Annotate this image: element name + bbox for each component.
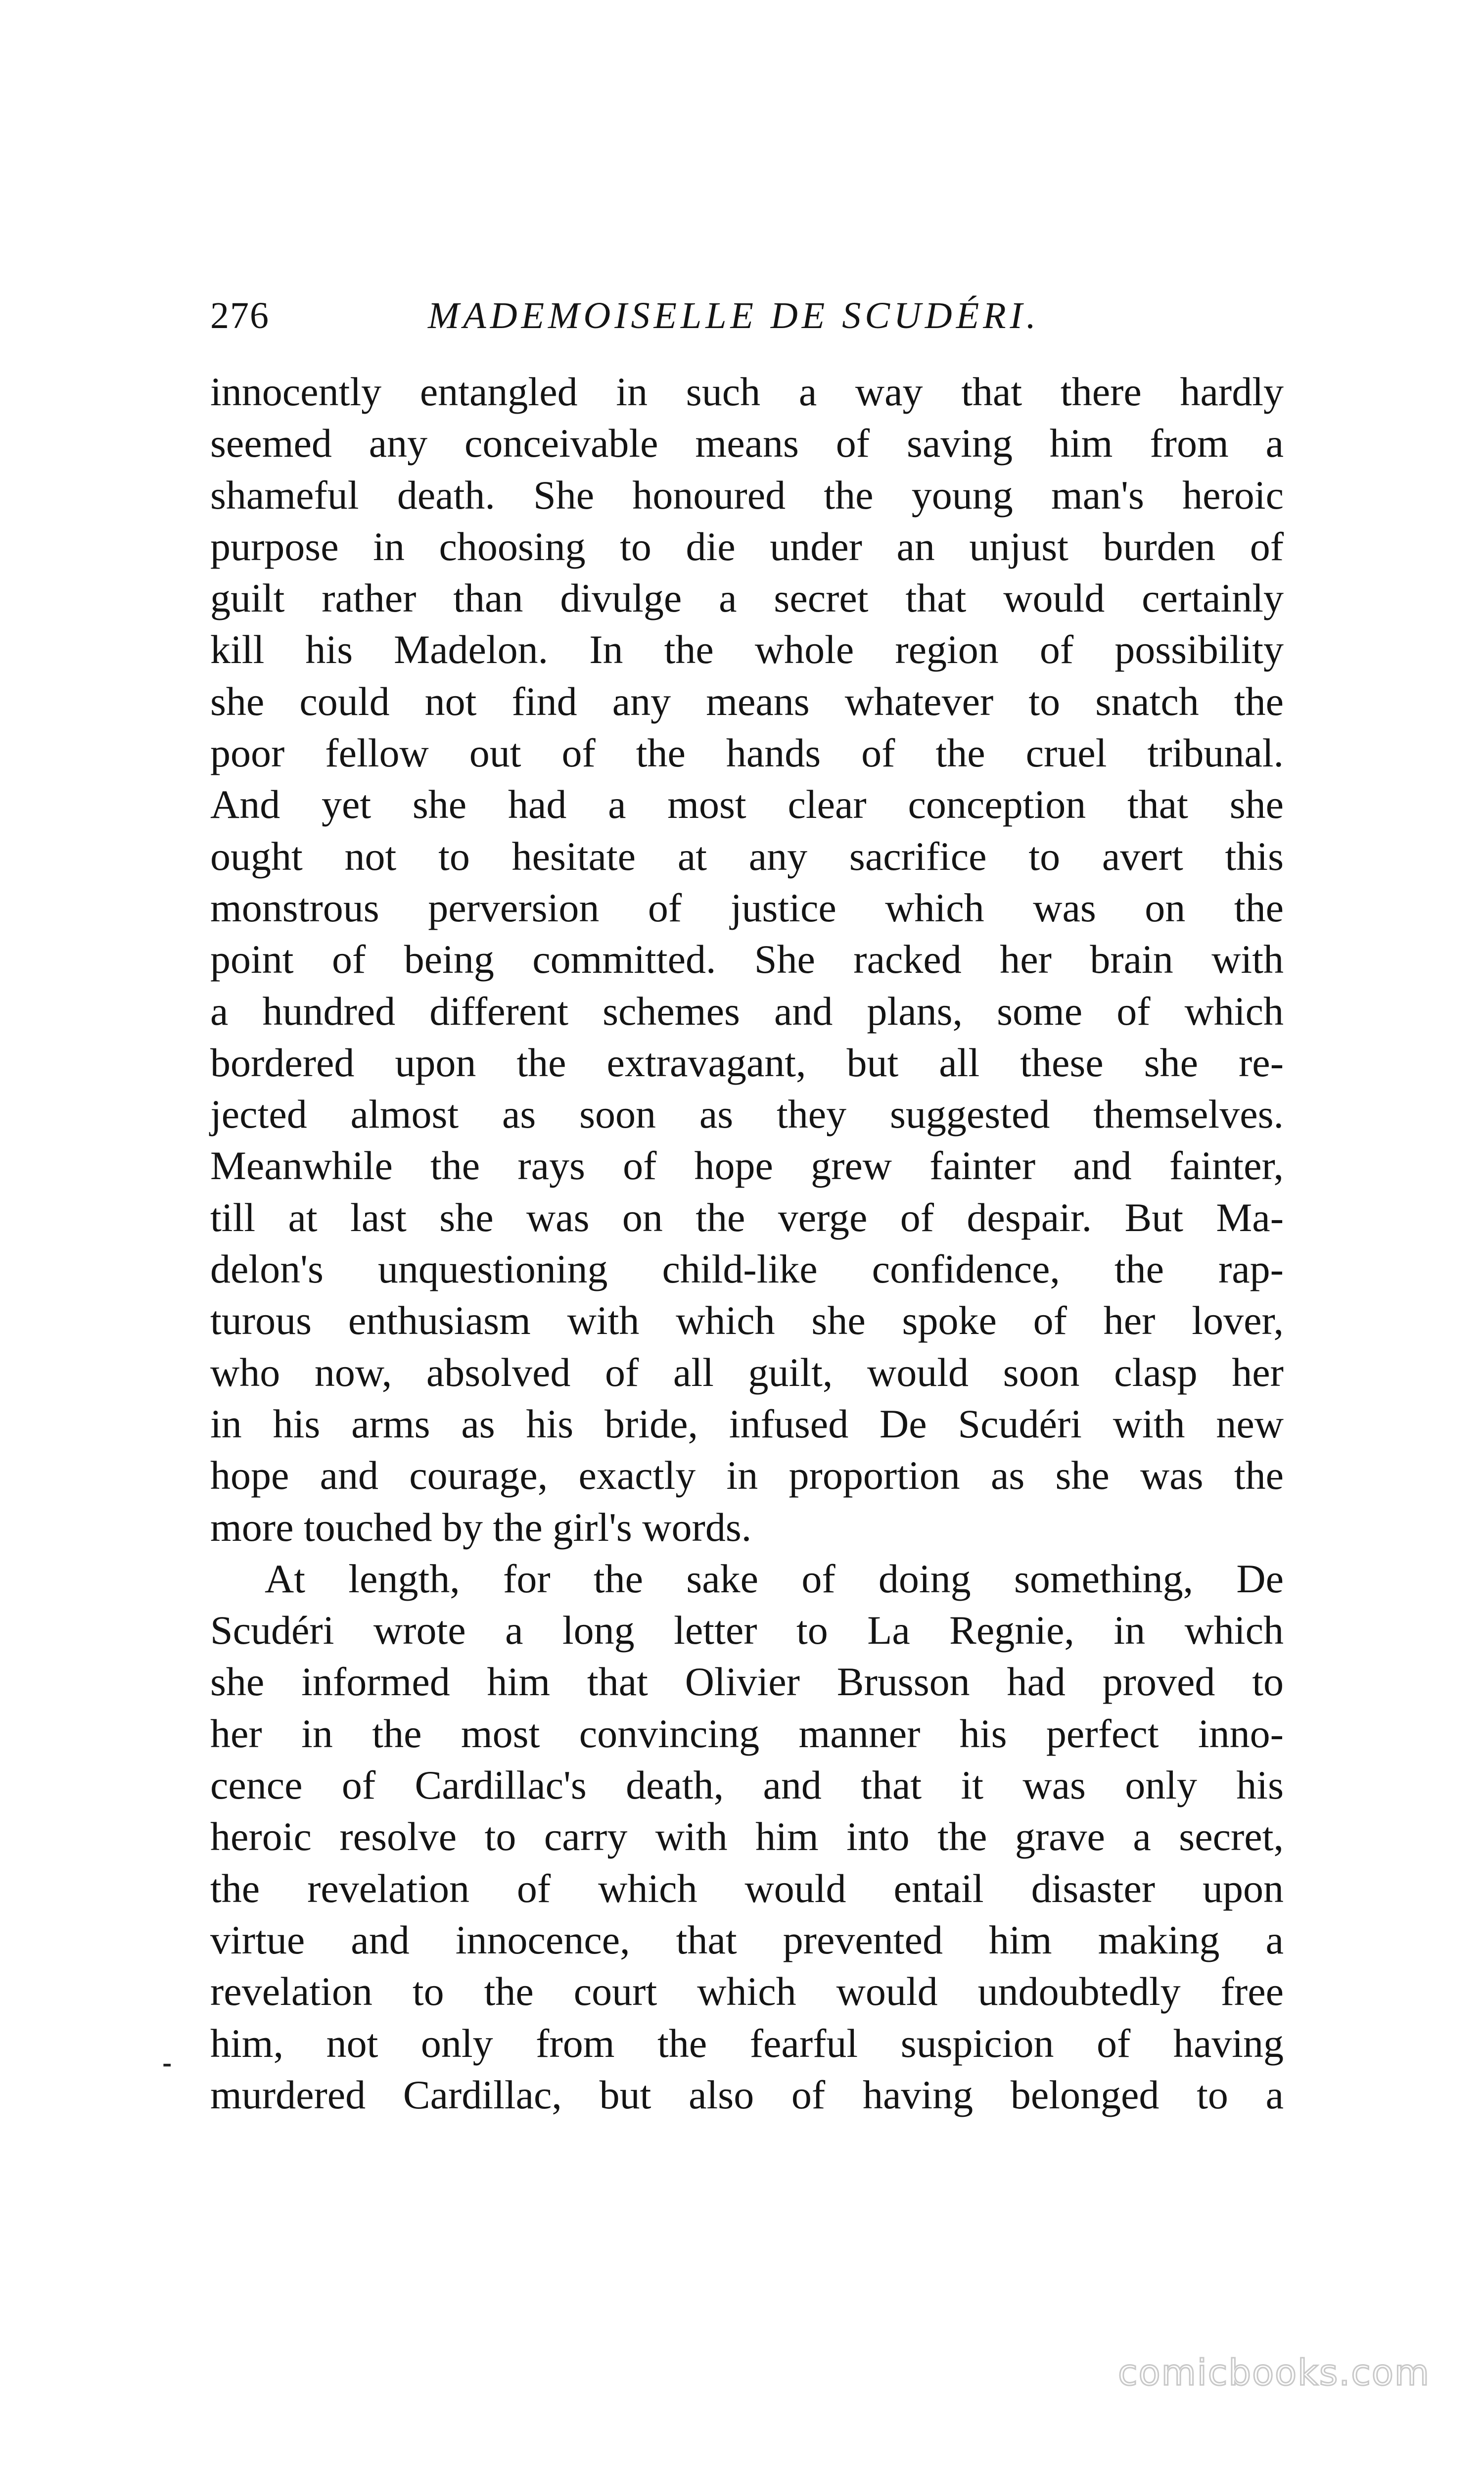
paragraph-end-line: more touched by the girl's words. [210, 1504, 752, 1550]
text-line: jected almost as soon as they suggested themselves. [210, 1092, 1284, 1137]
text-line: ought not to hesitate at any sacrifice to avert this [210, 833, 1284, 879]
margin-mark: ⁃ [161, 2052, 173, 2080]
text-line: till at last she was on the verge of despair. But Ma- [210, 1194, 1284, 1240]
text-line: monstrous perversion of justice which was on the [210, 885, 1284, 930]
text-line: who now, absolved of all guilt, would soon clasp her [210, 1349, 1284, 1395]
text-line: cence of Cardillac's death, and that it was only his [210, 1762, 1284, 1808]
body-text [210, 366, 1284, 2121]
text-line: she could not find any means whatever to snatch the [210, 678, 1284, 724]
text-line: And yet she had a most clear conception that she [210, 782, 1284, 827]
text-line: revelation to the court which would undoubtedly free [210, 1969, 1284, 2014]
text-line: shameful death. She honoured the young man's heroic [210, 472, 1284, 518]
text-line: murdered Cardillac, but also of having belonged to a [210, 2072, 1284, 2117]
text-line: innocently entangled in such a way that there hardly [210, 369, 1284, 414]
text-line: turous enthusiasm with which she spoke of her lover, [210, 1298, 1284, 1343]
text-line: point of being committed. She racked her brain with [210, 937, 1284, 982]
paragraph-start-line: At length, for the sake of doing something, De [265, 1556, 1284, 1601]
text-line: in his arms as his bride, infused De Scudéri with new [210, 1401, 1284, 1446]
text-line: purpose in choosing to die under an unjust burden of [210, 523, 1284, 569]
text-line: guilt rather than divulge a secret that would certainly [210, 575, 1284, 621]
text-line: virtue and innocence, that prevented him making a [210, 1917, 1284, 1962]
running-title: MADEMOISELLE DE SCUDÉRI. [428, 295, 1040, 336]
text-line: seemed any conceivable means of saving him from a [210, 421, 1284, 466]
text-line: the revelation of which would entail disaster upon [210, 1865, 1284, 1911]
text-line: kill his Madelon. In the whole region of possibility [210, 627, 1284, 672]
text-line: a hundred different schemes and plans, some of which [210, 988, 1284, 1034]
text-line: her in the most convincing manner his perfect inno- [210, 1711, 1284, 1756]
watermark: comicbooks.com [1118, 2352, 1431, 2393]
text-line: Meanwhile the rays of hope grew fainter and fainter, [210, 1143, 1284, 1189]
text-line: him, not only from the fearful suspicion of having [210, 2020, 1284, 2066]
page-number: 276 [210, 295, 270, 336]
text-line: Scudéri wrote a long letter to La Regnie, in which [210, 1608, 1284, 1653]
text-line: heroic resolve to carry with him into the grave a secret, [210, 1814, 1284, 1859]
text-line: bordered upon the extravagant, but all these she re- [210, 1040, 1284, 1085]
text-line: hope and courage, exactly in proportion as she was the [210, 1453, 1284, 1498]
text-line: she informed him that Olivier Brusson had proved to [210, 1659, 1284, 1705]
text-line: poor fellow out of the hands of the cruel tribunal. [210, 730, 1284, 776]
text-line: delon's unquestioning child-like confidence, the rap- [210, 1246, 1284, 1292]
running-head [210, 286, 1284, 345]
